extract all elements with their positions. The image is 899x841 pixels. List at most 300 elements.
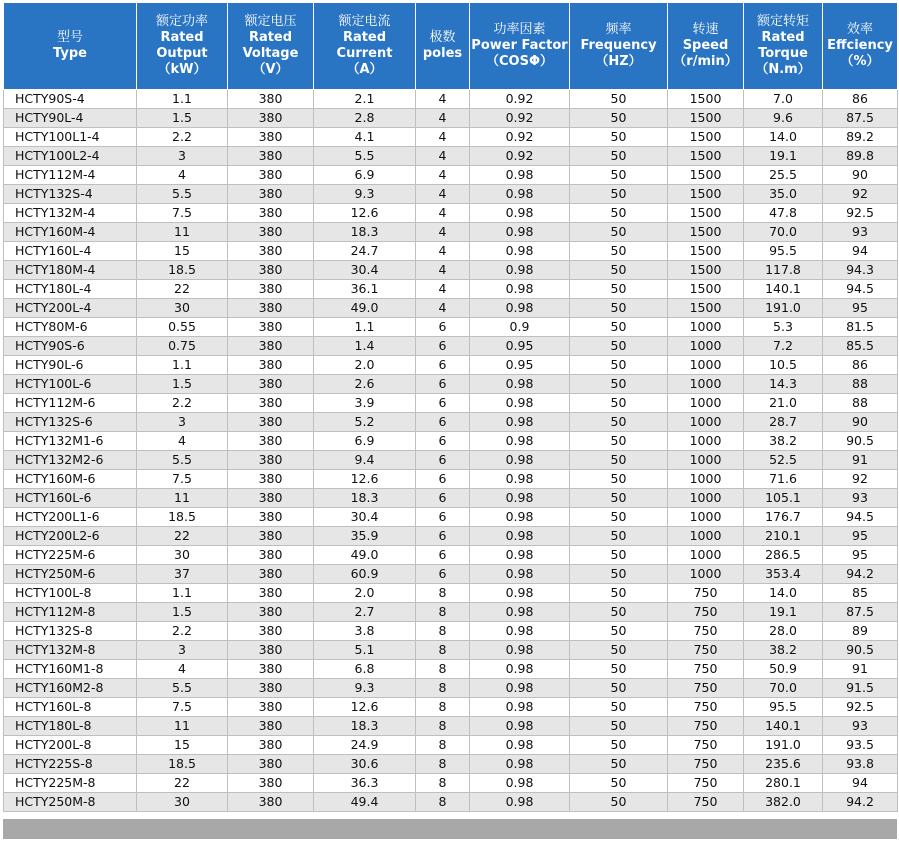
table-cell: 280.1 xyxy=(744,774,823,793)
header-row xyxy=(4,3,898,90)
table-cell: 85 xyxy=(823,584,898,603)
table-cell: 18.5 xyxy=(137,755,228,774)
table-cell: HCTY80M-6 xyxy=(4,318,137,337)
table-cell: 0.92 xyxy=(470,147,570,166)
table-cell: 50 xyxy=(570,356,668,375)
table-cell: 6 xyxy=(416,489,470,508)
table-cell: 8 xyxy=(416,698,470,717)
table-cell: 50 xyxy=(570,261,668,280)
table-cell: 0.98 xyxy=(470,755,570,774)
table-cell: 380 xyxy=(228,432,314,451)
column-header-en: Type xyxy=(53,46,87,61)
column-header-2 xyxy=(228,3,314,90)
table-cell: 50 xyxy=(570,641,668,660)
table-cell: 7.5 xyxy=(137,470,228,489)
table-cell: HCTY90L-4 xyxy=(4,109,137,128)
table-cell: 15 xyxy=(137,242,228,261)
table-cell: 91 xyxy=(823,660,898,679)
table-cell: 87.5 xyxy=(823,603,898,622)
table-cell: 28.7 xyxy=(744,413,823,432)
table-cell: 380 xyxy=(228,337,314,356)
table-cell: 6.8 xyxy=(314,660,416,679)
table-cell: 380 xyxy=(228,584,314,603)
table-cell: 0.98 xyxy=(470,527,570,546)
table-cell: 380 xyxy=(228,451,314,470)
table-cell: 0.98 xyxy=(470,660,570,679)
table-cell: 0.98 xyxy=(470,375,570,394)
table-cell: 89.2 xyxy=(823,128,898,147)
table-cell: 88 xyxy=(823,375,898,394)
table-cell: 30 xyxy=(137,793,228,812)
table-cell: 11 xyxy=(137,717,228,736)
table-row xyxy=(4,451,898,470)
column-header-zh: 型号 xyxy=(56,30,83,45)
table-row xyxy=(4,489,898,508)
table-cell: 18.3 xyxy=(314,489,416,508)
table-cell: 750 xyxy=(668,603,744,622)
table-cell: 6 xyxy=(416,470,470,489)
table-cell: 380 xyxy=(228,413,314,432)
table-cell: 4 xyxy=(416,109,470,128)
table-cell: 4 xyxy=(416,280,470,299)
table-cell: 9.3 xyxy=(314,185,416,204)
table-row xyxy=(4,660,898,679)
table-cell: 14.3 xyxy=(744,375,823,394)
table-cell: 50 xyxy=(570,508,668,527)
table-row xyxy=(4,622,898,641)
column-header-en: Output xyxy=(156,46,208,61)
table-cell: 86 xyxy=(823,90,898,109)
column-header-zh: 功率因素 xyxy=(493,22,546,37)
table-cell: 1000 xyxy=(668,565,744,584)
table-cell: 86 xyxy=(823,356,898,375)
table-cell: HCTY180L-4 xyxy=(4,280,137,299)
table-cell: 4 xyxy=(416,223,470,242)
table-cell: 19.1 xyxy=(744,603,823,622)
table-cell: 1.5 xyxy=(137,109,228,128)
table-cell: 95 xyxy=(823,527,898,546)
table-cell: 6 xyxy=(416,527,470,546)
table-cell: 94.2 xyxy=(823,565,898,584)
table-cell: 12.6 xyxy=(314,204,416,223)
table-cell: 0.98 xyxy=(470,717,570,736)
table-cell: 50 xyxy=(570,90,668,109)
table-cell: 52.5 xyxy=(744,451,823,470)
table-cell: 30.6 xyxy=(314,755,416,774)
column-header-en: （N.m） xyxy=(755,62,811,77)
table-row xyxy=(4,508,898,527)
table-cell: 92 xyxy=(823,185,898,204)
table-cell: 8 xyxy=(416,774,470,793)
table-cell: HCTY200L2-6 xyxy=(4,527,137,546)
table-row xyxy=(4,698,898,717)
table-cell: 235.6 xyxy=(744,755,823,774)
table-cell: 50 xyxy=(570,489,668,508)
table-cell: 380 xyxy=(228,356,314,375)
table-cell: 0.98 xyxy=(470,432,570,451)
table-cell: 28.0 xyxy=(744,622,823,641)
table-cell: HCTY132M-4 xyxy=(4,204,137,223)
table-cell: 750 xyxy=(668,584,744,603)
table-cell: 380 xyxy=(228,375,314,394)
table-cell: 50 xyxy=(570,394,668,413)
table-cell: 0.98 xyxy=(470,546,570,565)
table-cell: 750 xyxy=(668,641,744,660)
table-cell: 140.1 xyxy=(744,280,823,299)
table-cell: 380 xyxy=(228,242,314,261)
table-cell: 380 xyxy=(228,394,314,413)
column-header-en: （V） xyxy=(252,62,289,77)
table-cell: 6 xyxy=(416,508,470,527)
table-cell: 2.2 xyxy=(137,394,228,413)
table-cell: 14.0 xyxy=(744,128,823,147)
table-cell: 0.95 xyxy=(470,337,570,356)
column-header-en: （%） xyxy=(840,54,880,69)
table-cell: 11 xyxy=(137,223,228,242)
column-header-zh: 额定电流 xyxy=(338,14,391,29)
table-cell: 2.0 xyxy=(314,584,416,603)
table-cell: 380 xyxy=(228,717,314,736)
table-row xyxy=(4,128,898,147)
table-cell: 0.98 xyxy=(470,451,570,470)
table-cell: 1000 xyxy=(668,318,744,337)
footer-bar xyxy=(3,819,897,839)
table-row xyxy=(4,299,898,318)
table-cell: 3 xyxy=(137,147,228,166)
table-cell: 47.8 xyxy=(744,204,823,223)
table-cell: 89 xyxy=(823,622,898,641)
table-cell: 380 xyxy=(228,660,314,679)
table-cell: 380 xyxy=(228,223,314,242)
column-header-8 xyxy=(744,3,823,90)
table-cell: 90 xyxy=(823,166,898,185)
table-cell: 380 xyxy=(228,755,314,774)
table-cell: 380 xyxy=(228,280,314,299)
table-row xyxy=(4,318,898,337)
table-cell: 4 xyxy=(416,204,470,223)
table-cell: 0.9 xyxy=(470,318,570,337)
table-row xyxy=(4,90,898,109)
table-cell: 50 xyxy=(570,660,668,679)
table-cell: 4.1 xyxy=(314,128,416,147)
table-cell: 1500 xyxy=(668,299,744,318)
table-cell: HCTY90S-4 xyxy=(4,90,137,109)
table-cell: 1000 xyxy=(668,451,744,470)
table-cell: 1500 xyxy=(668,147,744,166)
table-cell: HCTY90S-6 xyxy=(4,337,137,356)
table-cell: 22 xyxy=(137,774,228,793)
table-cell: 0.55 xyxy=(137,318,228,337)
table-cell: 50 xyxy=(570,128,668,147)
column-header-en: Frequency xyxy=(580,38,657,53)
table-cell: 8 xyxy=(416,793,470,812)
table-cell: 191.0 xyxy=(744,736,823,755)
table-cell: 5.5 xyxy=(137,185,228,204)
table-cell: 50 xyxy=(570,223,668,242)
column-header-zh: 极数 xyxy=(429,30,456,45)
table-cell: 750 xyxy=(668,736,744,755)
table-cell: 0.98 xyxy=(470,223,570,242)
table-cell: 0.95 xyxy=(470,356,570,375)
table-cell: 380 xyxy=(228,109,314,128)
table-cell: 9.4 xyxy=(314,451,416,470)
table-cell: 382.0 xyxy=(744,793,823,812)
table-cell: 50 xyxy=(570,166,668,185)
table-cell: 6 xyxy=(416,337,470,356)
table-cell: 92.5 xyxy=(823,698,898,717)
table-cell: 3.8 xyxy=(314,622,416,641)
table-cell: 50 xyxy=(570,622,668,641)
table-cell: HCTY132M2-6 xyxy=(4,451,137,470)
table-cell: 6 xyxy=(416,413,470,432)
table-cell: 0.75 xyxy=(137,337,228,356)
table-cell: 380 xyxy=(228,736,314,755)
table-row xyxy=(4,717,898,736)
table-cell: 380 xyxy=(228,527,314,546)
table-cell: 1000 xyxy=(668,413,744,432)
table-cell: 50 xyxy=(570,736,668,755)
table-cell: 0.98 xyxy=(470,508,570,527)
table-cell: 6 xyxy=(416,318,470,337)
table-cell: 380 xyxy=(228,679,314,698)
column-header-en: Speed xyxy=(682,38,729,53)
table-cell: 50 xyxy=(570,698,668,717)
table-row xyxy=(4,736,898,755)
table-cell: 94.5 xyxy=(823,508,898,527)
table-cell: 380 xyxy=(228,603,314,622)
table-row xyxy=(4,356,898,375)
table-cell: 7.0 xyxy=(744,90,823,109)
table-cell: 49.0 xyxy=(314,299,416,318)
column-header-4 xyxy=(416,3,470,90)
table-cell: 750 xyxy=(668,679,744,698)
table-cell: 0.98 xyxy=(470,603,570,622)
table-cell: 191.0 xyxy=(744,299,823,318)
table-cell: 90.5 xyxy=(823,641,898,660)
table-cell: 1000 xyxy=(668,546,744,565)
table-cell: HCTY160M1-8 xyxy=(4,660,137,679)
table-cell: 5.5 xyxy=(314,147,416,166)
table-cell: 380 xyxy=(228,318,314,337)
table-cell: 6 xyxy=(416,565,470,584)
table-cell: 6 xyxy=(416,546,470,565)
table-cell: 70.0 xyxy=(744,223,823,242)
table-cell: 94.3 xyxy=(823,261,898,280)
table-cell: 0.98 xyxy=(470,679,570,698)
table-cell: 18.5 xyxy=(137,508,228,527)
table-cell: 88 xyxy=(823,394,898,413)
table-cell: 380 xyxy=(228,185,314,204)
column-header-en: Effciency xyxy=(827,38,893,53)
table-cell: 94.2 xyxy=(823,793,898,812)
table-cell: 90 xyxy=(823,413,898,432)
table-cell: 1000 xyxy=(668,394,744,413)
table-cell: 81.5 xyxy=(823,318,898,337)
table-cell: 8 xyxy=(416,603,470,622)
table-cell: HCTY180M-4 xyxy=(4,261,137,280)
table-cell: 89.8 xyxy=(823,147,898,166)
table-cell: HCTY200L-8 xyxy=(4,736,137,755)
table-cell: 1500 xyxy=(668,90,744,109)
table-cell: 4 xyxy=(137,166,228,185)
table-cell: HCTY100L1-4 xyxy=(4,128,137,147)
table-cell: HCTY160M-4 xyxy=(4,223,137,242)
table-cell: 750 xyxy=(668,622,744,641)
column-header-6 xyxy=(570,3,668,90)
column-header-7 xyxy=(668,3,744,90)
column-header-en: Rated xyxy=(761,30,805,45)
table-cell: 380 xyxy=(228,128,314,147)
table-row xyxy=(4,603,898,622)
table-cell: 36.1 xyxy=(314,280,416,299)
table-cell: 750 xyxy=(668,698,744,717)
table-cell: 380 xyxy=(228,470,314,489)
table-cell: 0.98 xyxy=(470,394,570,413)
table-cell: 94 xyxy=(823,242,898,261)
table-cell: 25.5 xyxy=(744,166,823,185)
column-header-en: poles xyxy=(422,46,463,61)
table-cell: 3 xyxy=(137,641,228,660)
table-cell: 4 xyxy=(416,147,470,166)
table-cell: 6 xyxy=(416,375,470,394)
table-cell: 380 xyxy=(228,641,314,660)
table-cell: 50 xyxy=(570,185,668,204)
column-header-en: Current xyxy=(336,46,393,61)
column-header-en: （kW） xyxy=(157,62,207,77)
column-header-en: Rated xyxy=(342,30,387,45)
table-cell: 1000 xyxy=(668,375,744,394)
table-cell: 18.3 xyxy=(314,717,416,736)
table-cell: 22 xyxy=(137,280,228,299)
table-cell: 1.4 xyxy=(314,337,416,356)
table-cell: 7.5 xyxy=(137,698,228,717)
table-cell: 353.4 xyxy=(744,565,823,584)
table-cell: 117.8 xyxy=(744,261,823,280)
table-cell: 1.5 xyxy=(137,375,228,394)
column-header-zh: 频率 xyxy=(605,22,632,37)
column-header-en: （COSΦ） xyxy=(485,54,553,69)
table-cell: 35.0 xyxy=(744,185,823,204)
table-cell: 94 xyxy=(823,774,898,793)
table-row xyxy=(4,546,898,565)
table-cell: 8 xyxy=(416,717,470,736)
table-cell: HCTY100L-8 xyxy=(4,584,137,603)
table-body xyxy=(4,90,898,812)
table-cell: 6 xyxy=(416,356,470,375)
table-cell: 18.5 xyxy=(137,261,228,280)
table-cell: 1500 xyxy=(668,242,744,261)
table-cell: 87.5 xyxy=(823,109,898,128)
table-cell: 37 xyxy=(137,565,228,584)
table-cell: 380 xyxy=(228,565,314,584)
table-cell: 95 xyxy=(823,546,898,565)
table-cell: 92.5 xyxy=(823,204,898,223)
table-cell: 12.6 xyxy=(314,470,416,489)
table-cell: 14.0 xyxy=(744,584,823,603)
table-cell: HCTY90L-6 xyxy=(4,356,137,375)
table-cell: 0.92 xyxy=(470,128,570,147)
table-cell: 22 xyxy=(137,527,228,546)
table-row xyxy=(4,375,898,394)
table-cell: 50 xyxy=(570,470,668,489)
table-cell: 0.98 xyxy=(470,736,570,755)
table-cell: 0.98 xyxy=(470,565,570,584)
column-header-9 xyxy=(823,3,898,90)
table-cell: 3 xyxy=(137,413,228,432)
table-cell: 50 xyxy=(570,109,668,128)
table-row xyxy=(4,413,898,432)
table-cell: 19.1 xyxy=(744,147,823,166)
table-cell: 210.1 xyxy=(744,527,823,546)
table-cell: HCTY160L-6 xyxy=(4,489,137,508)
table-cell: 4 xyxy=(416,185,470,204)
table-cell: 0.98 xyxy=(470,774,570,793)
table-cell: 24.9 xyxy=(314,736,416,755)
table-cell: 105.1 xyxy=(744,489,823,508)
table-cell: 3.9 xyxy=(314,394,416,413)
table-cell: 1000 xyxy=(668,356,744,375)
table-row xyxy=(4,337,898,356)
table-cell: 0.98 xyxy=(470,584,570,603)
table-cell: 0.98 xyxy=(470,622,570,641)
column-header-en: （A） xyxy=(346,62,383,77)
table-cell: 380 xyxy=(228,698,314,717)
table-cell: 0.98 xyxy=(470,280,570,299)
table-cell: 9.3 xyxy=(314,679,416,698)
column-header-5 xyxy=(470,3,570,90)
column-header-0 xyxy=(4,3,137,90)
table-cell: 93 xyxy=(823,717,898,736)
table-cell: 4 xyxy=(137,660,228,679)
table-row xyxy=(4,166,898,185)
table-row xyxy=(4,584,898,603)
table-cell: 24.7 xyxy=(314,242,416,261)
table-cell: 91 xyxy=(823,451,898,470)
table-cell: 4 xyxy=(416,242,470,261)
table-row xyxy=(4,774,898,793)
table-cell: 1000 xyxy=(668,527,744,546)
table-row xyxy=(4,185,898,204)
table-cell: 50 xyxy=(570,337,668,356)
column-header-zh: 额定功率 xyxy=(155,14,208,29)
table-cell: 0.98 xyxy=(470,793,570,812)
table-cell: 0.98 xyxy=(470,698,570,717)
table-cell: 50 xyxy=(570,565,668,584)
table-cell: 1000 xyxy=(668,432,744,451)
table-cell: 1500 xyxy=(668,280,744,299)
table-cell: 1.5 xyxy=(137,603,228,622)
table-cell: 5.2 xyxy=(314,413,416,432)
table-cell: 10.5 xyxy=(744,356,823,375)
column-header-en: Rated xyxy=(248,30,293,45)
table-cell: 380 xyxy=(228,90,314,109)
table-cell: 50 xyxy=(570,147,668,166)
table-cell: 95 xyxy=(823,299,898,318)
table-cell: 1500 xyxy=(668,204,744,223)
table-cell: 71.6 xyxy=(744,470,823,489)
table-cell: 93.5 xyxy=(823,736,898,755)
column-header-zh: 转速 xyxy=(692,22,719,37)
table-cell: 380 xyxy=(228,793,314,812)
table-cell: 50 xyxy=(570,280,668,299)
table-cell: 2.8 xyxy=(314,109,416,128)
table-cell: HCTY112M-8 xyxy=(4,603,137,622)
column-header-zh: 额定电压 xyxy=(244,14,297,29)
table-cell: 50 xyxy=(570,603,668,622)
table-cell: 8 xyxy=(416,622,470,641)
table-cell: HCTY225M-6 xyxy=(4,546,137,565)
table-cell: 30.4 xyxy=(314,261,416,280)
